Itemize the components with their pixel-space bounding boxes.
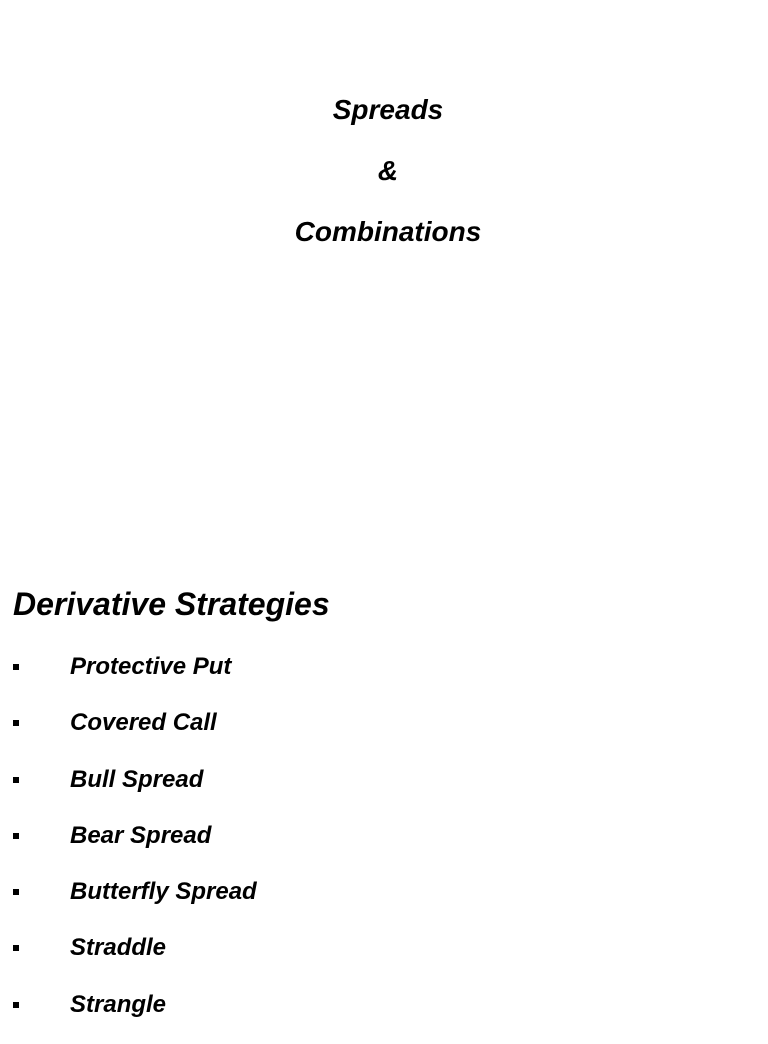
list-item-bear-spread: [0, 819, 400, 875]
square-bullet-icon: [13, 1002, 19, 1008]
title-line-spreads: Spreads: [332, 94, 444, 125]
square-bullet-icon: [13, 664, 19, 670]
strategy-list: [0, 650, 400, 1044]
section-heading: Derivative Strategies: [13, 586, 330, 622]
list-item-covered-call: [0, 706, 400, 762]
list-item-label: Bear Spread: [70, 821, 212, 849]
square-bullet-icon: [13, 945, 19, 951]
list-item-protective-put: [0, 650, 400, 706]
title-line-combinations: Combinations: [294, 216, 482, 247]
list-item-butterfly-spread: [0, 875, 400, 931]
list-item-label: Protective Put: [70, 653, 232, 680]
list-item-label: Bull Spread: [70, 765, 204, 793]
square-bullet-icon: [13, 720, 19, 726]
square-bullet-icon: [13, 833, 19, 839]
list-item-label: Butterfly Spread: [70, 878, 257, 906]
list-item-label: Straddle: [70, 934, 167, 962]
square-bullet-icon: [13, 777, 19, 783]
title-line-ampersand: &: [377, 155, 399, 186]
list-item-straddle: [0, 931, 400, 987]
list-item-label: Strangle: [70, 990, 167, 1018]
document-title: [0, 93, 768, 276]
list-item-bull-spread: [0, 763, 400, 819]
list-item-strangle: [0, 988, 400, 1044]
square-bullet-icon: [13, 889, 19, 895]
list-item-label: Covered Call: [70, 709, 217, 737]
